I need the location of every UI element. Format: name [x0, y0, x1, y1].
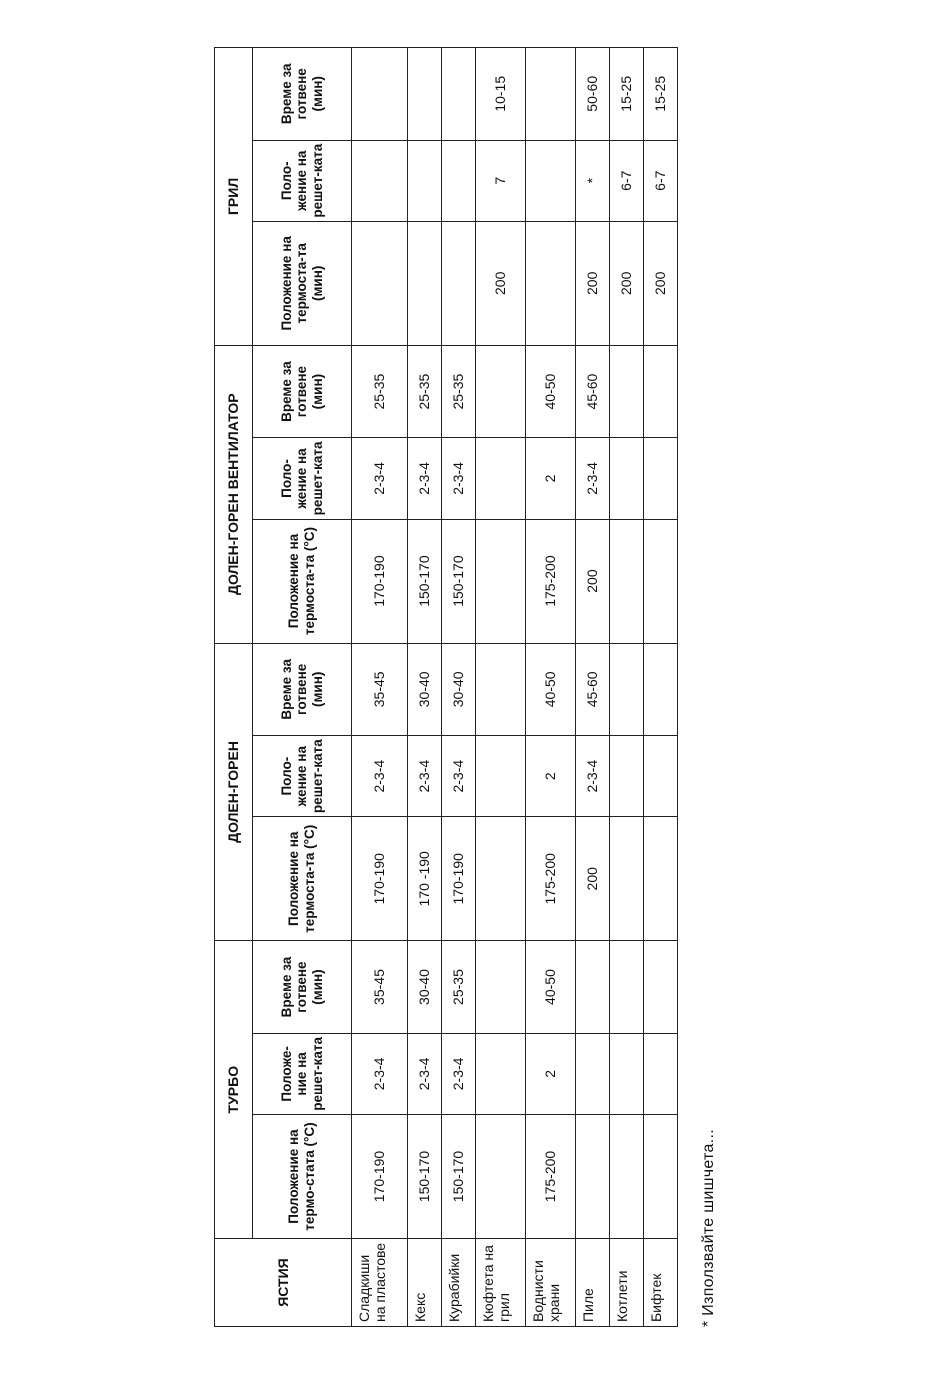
- table-row: [576, 48, 610, 1327]
- table-cell: [576, 1033, 610, 1114]
- table-body: [352, 48, 678, 1327]
- table-cell: 170-190: [352, 817, 408, 941]
- food-name-cell: Воднисти храни: [526, 1239, 576, 1327]
- table-cell: 35-45: [352, 941, 408, 1033]
- table-cell: *: [576, 140, 610, 221]
- column-header: Време за готвене (мин): [253, 345, 352, 438]
- table-cell: 30-40: [442, 643, 476, 735]
- table-cell: 175-200: [526, 817, 576, 941]
- table-row: [442, 48, 476, 1327]
- table-cell: [644, 519, 678, 643]
- table-cell: [442, 48, 476, 141]
- table-cell: [476, 438, 526, 519]
- table-cell: 150-170: [442, 1114, 476, 1238]
- table-cell: 2-3-4: [408, 1033, 442, 1114]
- table-cell: [476, 736, 526, 817]
- column-header: Време за готвене (мин): [253, 643, 352, 735]
- column-header: Положение на термоста-та (мин): [253, 221, 352, 345]
- food-name-cell: Кюфтета на грил: [476, 1239, 526, 1327]
- table-cell: [644, 1033, 678, 1114]
- table-cell: 25-35: [352, 345, 408, 438]
- column-header: Положение на термоста-та (°C): [253, 817, 352, 941]
- table-cell: 170 -190: [408, 817, 442, 941]
- subheader-row: [253, 48, 352, 1327]
- table-cell: 6-7: [610, 140, 644, 221]
- table-cell: 2-3-4: [352, 438, 408, 519]
- cooking-table-container: [214, 47, 698, 1327]
- table-cell: 2-3-4: [442, 438, 476, 519]
- table-cell: [476, 1114, 526, 1238]
- column-header: Време за готвене (мин): [253, 48, 352, 141]
- food-name-cell: Кекс: [408, 1239, 442, 1327]
- column-header: Поло-жение на решет-ката: [253, 438, 352, 519]
- table-cell: 40-50: [526, 345, 576, 438]
- table-cell: 50-60: [576, 48, 610, 141]
- table-cell: 175-200: [526, 1114, 576, 1238]
- table-cell: [610, 1114, 644, 1238]
- table-cell: [442, 140, 476, 221]
- table-cell: [644, 438, 678, 519]
- table-cell: 170-190: [442, 817, 476, 941]
- food-name-cell: Пиле: [576, 1239, 610, 1327]
- table-cell: [644, 736, 678, 817]
- table-cell: 175-200: [526, 519, 576, 643]
- table-cell: 2-3-4: [576, 736, 610, 817]
- table-cell: [610, 345, 644, 438]
- table-cell: [610, 1033, 644, 1114]
- table-cell: 2-3-4: [408, 736, 442, 817]
- table-cell: [476, 941, 526, 1033]
- table-cell: [526, 221, 576, 345]
- table-cell: 2-3-4: [408, 438, 442, 519]
- table-cell: 2: [526, 438, 576, 519]
- group-header-top-bottom-fan: ДОЛЕН-ГОРЕН ВЕНТИЛАТОР: [215, 345, 253, 643]
- food-name-cell: Котлети: [610, 1239, 644, 1327]
- table-cell: 15-25: [610, 48, 644, 141]
- table-row: [476, 48, 526, 1327]
- table-cell: [644, 643, 678, 735]
- table-cell: 25-35: [442, 941, 476, 1033]
- table-cell: 45-60: [576, 345, 610, 438]
- column-header: Поло-жение на решет-ката: [253, 140, 352, 221]
- table-row: [526, 48, 576, 1327]
- table-row: [644, 48, 678, 1327]
- table-cell: [526, 140, 576, 221]
- table-cell: 10-15: [476, 48, 526, 141]
- table-cell: [408, 48, 442, 141]
- table-cell: 2-3-4: [352, 1033, 408, 1114]
- table-cell: [476, 345, 526, 438]
- group-header-grill: ГРИЛ: [215, 48, 253, 346]
- table-cell: 200: [576, 817, 610, 941]
- table-cell: [476, 519, 526, 643]
- table-cell: 200: [576, 221, 610, 345]
- food-name-cell: Бифтек: [644, 1239, 678, 1327]
- table-cell: [610, 643, 644, 735]
- table-cell: 25-35: [408, 345, 442, 438]
- table-row: [352, 48, 408, 1327]
- group-header-turbo: ТУРБО: [215, 941, 253, 1239]
- table-cell: [476, 817, 526, 941]
- table-cell: 35-45: [352, 643, 408, 735]
- table-cell: 40-50: [526, 643, 576, 735]
- table-cell: [352, 221, 408, 345]
- table-cell: [644, 1114, 678, 1238]
- table-cell: 200: [576, 519, 610, 643]
- column-header: Поло-жение на решет-ката: [253, 736, 352, 817]
- cooking-table: [214, 47, 678, 1327]
- table-cell: 15-25: [644, 48, 678, 141]
- table-cell: 2-3-4: [442, 1033, 476, 1114]
- table-cell: [610, 736, 644, 817]
- table-cell: 150-170: [442, 519, 476, 643]
- table-cell: [644, 941, 678, 1033]
- table-cell: 200: [610, 221, 644, 345]
- column-header: Положение на термоста-та (°C): [253, 519, 352, 643]
- table-cell: 6-7: [644, 140, 678, 221]
- column-header: Време за готвене (мин): [253, 941, 352, 1033]
- table-cell: 2-3-4: [352, 736, 408, 817]
- table-cell: 2-3-4: [576, 438, 610, 519]
- table-cell: 150-170: [408, 519, 442, 643]
- table-cell: 45-60: [576, 643, 610, 735]
- table-cell: [408, 221, 442, 345]
- table-cell: 7: [476, 140, 526, 221]
- table-cell: 170-190: [352, 1114, 408, 1238]
- group-header-row: [215, 48, 253, 1327]
- table-cell: [576, 941, 610, 1033]
- table-cell: [644, 345, 678, 438]
- table-cell: [442, 221, 476, 345]
- table-cell: 200: [644, 221, 678, 345]
- table-cell: 2: [526, 1033, 576, 1114]
- table-cell: 170-190: [352, 519, 408, 643]
- table-cell: 200: [476, 221, 526, 345]
- food-name-cell: Курабийки: [442, 1239, 476, 1327]
- table-row: [610, 48, 644, 1327]
- column-header: Положе-ние на решет-ката: [253, 1033, 352, 1114]
- table-cell: [476, 643, 526, 735]
- group-header-top-bottom: ДОЛЕН-ГОРЕН: [215, 643, 253, 941]
- table-cell: [352, 140, 408, 221]
- table-cell: 2: [526, 736, 576, 817]
- table-cell: [610, 817, 644, 941]
- table-cell: 150-170: [408, 1114, 442, 1238]
- table-cell: [526, 48, 576, 141]
- table-cell: 30-40: [408, 643, 442, 735]
- table-cell: [476, 1033, 526, 1114]
- table-cell: 2-3-4: [442, 736, 476, 817]
- table-cell: 30-40: [408, 941, 442, 1033]
- table-cell: [576, 1114, 610, 1238]
- table-row: [408, 48, 442, 1327]
- footnote: * Използвайте шишчета...: [700, 1129, 717, 1327]
- table-cell: [610, 519, 644, 643]
- table-cell: [610, 438, 644, 519]
- table-cell: [610, 941, 644, 1033]
- table-cell: [644, 817, 678, 941]
- table-cell: 40-50: [526, 941, 576, 1033]
- table-cell: 25-35: [442, 345, 476, 438]
- food-name-cell: Сладкиши на пластове: [352, 1239, 408, 1327]
- column-header: Положение на термо-стата (°C): [253, 1114, 352, 1238]
- table-cell: [408, 140, 442, 221]
- table-cell: [352, 48, 408, 141]
- food-column-header: ЯСТИЯ: [215, 1239, 352, 1327]
